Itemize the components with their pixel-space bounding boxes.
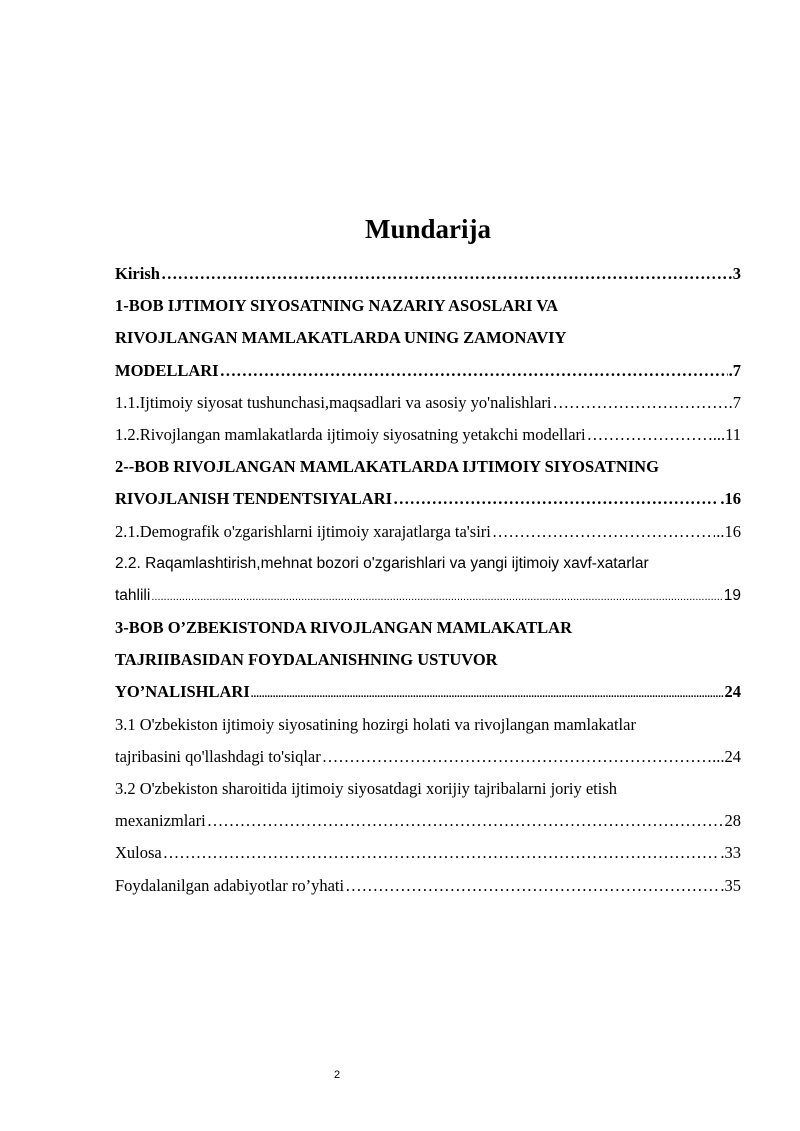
- toc-page-number: ...24: [712, 746, 741, 766]
- toc-page-number: ..16: [716, 521, 741, 541]
- toc-chapter-3-line-3[interactable]: [115, 676, 741, 708]
- toc-section-label-part-2: tahlili: [115, 586, 151, 604]
- toc-leader-dots: [393, 483, 719, 515]
- toc-leader-dots: [163, 837, 720, 869]
- toc-entry-label: Foydalanilgan adabiyotlar ro’yhati: [115, 875, 345, 895]
- toc-page-number: .33: [720, 843, 741, 863]
- toc-page-number: 3: [732, 264, 741, 283]
- toc-section-3-2-line-1[interactable]: [115, 773, 741, 805]
- toc-chapter-2-title-part-2: RIVOJLANISH TENDENTSIYALARI: [115, 489, 393, 509]
- toc-section-3-1-line-2[interactable]: [115, 741, 741, 773]
- toc-chapter-1-line-1[interactable]: [115, 290, 741, 322]
- footer-page-number: 2: [333, 1069, 341, 1081]
- toc-chapter-3-line-2[interactable]: [115, 644, 741, 676]
- toc-chapter-2-line-1[interactable]: [115, 451, 741, 483]
- toc-entry-conclusion[interactable]: [115, 837, 741, 869]
- toc-page-number: 19: [723, 586, 741, 604]
- toc-chapter-3-line-1[interactable]: [115, 612, 741, 644]
- toc-page-number: 24: [724, 682, 741, 702]
- toc-chapter-1-title-part-1: 1-BOB IJTIMOIY SIYOSATNING NAZARIY ASOSLARI VA: [115, 296, 559, 316]
- toc-section-3-1-line-1[interactable]: [115, 709, 741, 741]
- toc-leader-dots: [322, 741, 711, 773]
- toc-entry-label: Kirish: [115, 264, 160, 283]
- toc-chapter-3-title-part-1: 3-BOB O’ZBEKISTONDA RIVOJLANGAN MAMLAKATLAR: [115, 618, 572, 638]
- toc-page-number: .16: [720, 489, 741, 509]
- toc-section-number: 1.1.: [115, 392, 140, 412]
- toc-section-label-part-1: 3.2 O'zbekiston sharoitida ijtimoiy siyosatdagi xorijiy tajribalarni joriy etish: [115, 779, 618, 798]
- toc-page-number: .7: [728, 360, 741, 380]
- toc-leader-dots: [220, 355, 728, 387]
- toc-entry-intro[interactable]: [115, 258, 741, 290]
- toc-leader-dots: [207, 805, 724, 837]
- toc-section-label: 2.1.Demografik o'zgarishlarni ijtimoiy xarajatlarga ta'siri: [115, 521, 491, 541]
- toc-chapter-1-line-3[interactable]: [115, 355, 741, 387]
- toc-entry-references[interactable]: [115, 870, 741, 902]
- toc-page-number: .35: [720, 875, 741, 895]
- table-of-contents: [115, 258, 741, 902]
- toc-leader-dots: [587, 419, 712, 451]
- toc-section-2-2-line-1[interactable]: [115, 548, 741, 580]
- toc-page-number: 28: [724, 811, 741, 831]
- toc-section-1-1[interactable]: [115, 387, 741, 419]
- toc-section-label: Ijtimoiy siyosat tushunchasi,maqsadlari va asosiy yo'nalishlari: [139, 392, 552, 412]
- toc-leader-dots: [151, 581, 722, 612]
- toc-chapter-1-title-part-2: RIVOJLANGAN MAMLAKATLARDA UNING ZAMONAVIY: [115, 328, 567, 348]
- toc-section-3-2-line-2[interactable]: [115, 805, 741, 837]
- toc-page-number: ...11: [712, 424, 741, 444]
- toc-section-number: 1.2.: [115, 424, 140, 444]
- toc-chapter-2-line-2[interactable]: [115, 483, 741, 515]
- toc-section-label-part-2: mexanizmlari: [115, 811, 206, 831]
- toc-chapter-3-title-part-3: YO’NALISHLARI: [115, 682, 250, 702]
- toc-chapter-1-title-part-3: MODELLARI: [115, 360, 219, 380]
- toc-chapter-3-title-part-2: TAJRIIBASIDAN FOYDALANISHNING USTUVOR: [115, 650, 498, 670]
- toc-leader-dots: [345, 870, 719, 902]
- toc-section-label-part-1: 2.2. Raqamlashtirish,mehnat bozori o'zgarishlari va yangi ijtimoiy xavf-xatarlar: [115, 554, 649, 572]
- toc-section-label-part-1: 3.1 O'zbekiston ijtimoiy siyosatining hozirgi holati va rivojlangan mamlakatlar: [115, 714, 636, 734]
- toc-page-number: .7: [728, 392, 741, 412]
- toc-section-label-part-2: tajribasini qo'llashdagi to'siqlar: [115, 746, 321, 766]
- toc-leader-dots: [161, 258, 732, 290]
- toc-entry-label: Xulosa: [115, 843, 162, 863]
- toc-chapter-2-title-part-1: 2--BOB RIVOJLANGAN MAMLAKATLARDA IJTIMOIY SIYOSATNING: [115, 457, 659, 477]
- page-title: Mundarija: [364, 214, 491, 244]
- toc-section-2-1[interactable]: [115, 516, 741, 548]
- toc-leader-dots: [251, 678, 724, 708]
- toc-section-2-2-line-2[interactable]: [115, 580, 741, 612]
- toc-section-1-2[interactable]: [115, 419, 741, 451]
- toc-leader-dots: [553, 387, 728, 419]
- toc-section-label: Rivojlangan mamlakatlarda ijtimoiy siyosatning yetakchi modellari: [139, 424, 586, 444]
- toc-chapter-1-line-2[interactable]: [115, 322, 741, 354]
- toc-leader-dots: [492, 516, 715, 548]
